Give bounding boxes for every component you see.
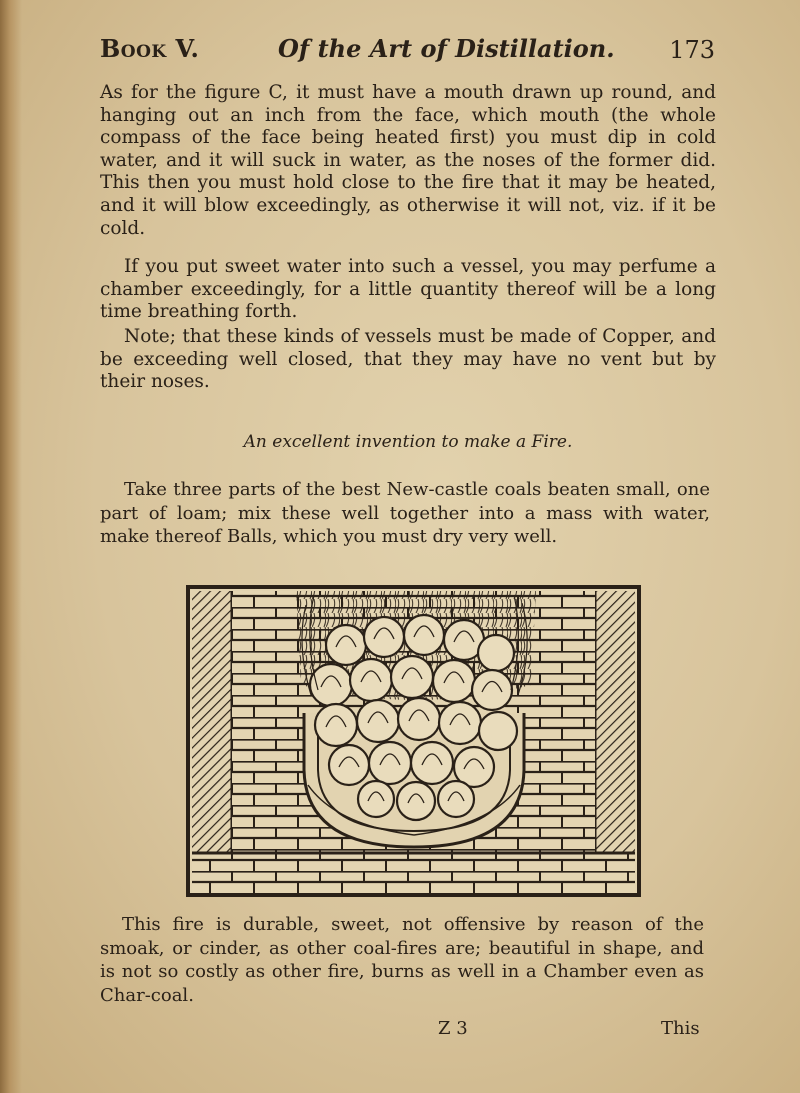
paragraph-figure-c: As for the figure C, it must have a mouth drawn up round, and hanging out an inch from the face, which mouth (the whole compass of the face being heated first) you must dip in cold water, and it will suck in water, as the noses of the former did. This then you must hold close to the fire that it may be heated, and it will blow exceedingly, as otherwise it will not, viz. if it be cold. — [100, 82, 716, 239]
page-number: 173 — [669, 36, 715, 64]
paragraph-coal-balls: Take three parts of the best New-castle coals beaten small, one part of loam; mix these well together into a mass with water, make thereof Balls, which you must dry very well. — [100, 479, 710, 547]
running-head-book: Book V. — [100, 34, 200, 63]
signature-mark: Z 3 — [438, 1018, 468, 1039]
paragraph-sweet-water: If you put sweet water into such a vessel, you may perfume a chamber exceedingly, for a little quantity thereof will be a long time breathing forth. — [100, 256, 716, 323]
page-gutter-shadow — [0, 0, 22, 1093]
catchword: This — [661, 1018, 700, 1039]
paragraph-fire-durable: This fire is durable, sweet, not offensive by reason of the smoak, or cinder, as other coal-fires are; beautiful in shape, and is not so costly as other fire, burns as well in a Chamber even as Char-coal. — [100, 914, 704, 1006]
running-header — [100, 34, 715, 74]
fireplace-woodcut-illustration — [186, 585, 641, 897]
section-heading: An excellent invention to make a Fire. — [243, 432, 573, 452]
running-head-title: Of the Art of Distillation. — [278, 34, 615, 63]
paragraph-note-copper: Note; that these kinds of vessels must be made of Copper, and be exceeding well closed, that they may have no vent but by their noses. — [100, 326, 716, 393]
